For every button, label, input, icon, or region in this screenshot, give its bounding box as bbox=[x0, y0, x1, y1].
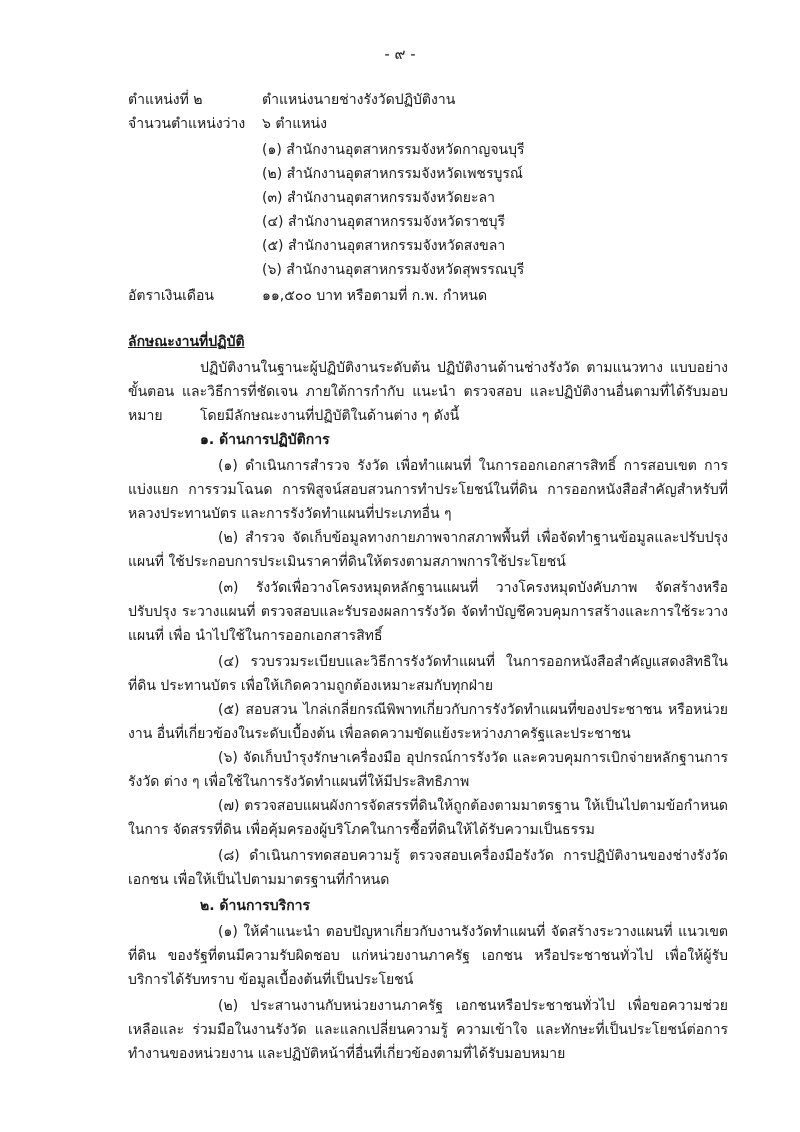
operations-item: (๖) จัดเก็บบำรุงรักษาเครื่องมือ อุปกรณ์การรังวัด และควบคุมการเบิกจ่ายหลักฐานการรังวัด ต่าง ๆ เพื่อใช้ในการรังวัดทำแผนที่ให้มีประสิทธิภาพ bbox=[128, 750, 728, 790]
operations-item: (๑) ดำเนินการสำรวจ รังวัด เพื่อทำแผนที่ ในการออกเอกสารสิทธิ์ การสอบเขต การแบ่งแยก การรวมโฉนด การพิสูจน์สอบสวนการทำประโยชน์ในที่ดิน การออกหนังสือสำคัญสำหรับที่หลวงประทานบัตร และการรังวัดทำแผนที่ประเภทอื่น ๆ bbox=[128, 458, 728, 522]
page-number: - ๙ - bbox=[384, 45, 416, 63]
salary-value: ๑๑,๕๐๐ บาท หรือตามที่ ก.พ. กำหนด bbox=[262, 288, 488, 304]
position-label: ตำแหน่งที่ ๒ bbox=[128, 92, 203, 108]
operations-item: (๓) รังวัดเพื่อวางโครงหมุดหลักฐานแผนที่ วางโครงหมุดบังคับภาพ จัดสร้างหรือปรับปรุง ระวางแผนที่ ตรวจสอบและรับรองผลการรังวัด จัดทำบัญชีควบคุมการสร้างและการใช้ระวางแผนที่ เพื่อ นำไปใช้ในการออกเอกสารสิทธิ์ bbox=[128, 580, 728, 644]
office-item: (๕) สำนักงานอุตสาหกรรมจังหวัดสงขลา bbox=[262, 238, 506, 254]
office-item: (๑) สำนักงานอุตสาหกรรมจังหวัดกาญจนบุรี bbox=[262, 142, 525, 158]
office-item: (๖) สำนักงานอุตสาหกรรมจังหวัดสุพรรณบุรี bbox=[262, 262, 525, 278]
vacancies-value: ๖ ตำแหน่ง bbox=[262, 116, 327, 132]
services-item: (๒) ประสานงานกับหน่วยงานภาครัฐ เอกชนหรือประชาชนทั่วไป เพื่อขอความช่วยเหลือและ ร่วมมือในงานรังวัด และแลกเปลี่ยนความรู้ ความเข้าใจ และทักษะที่เป็นประโยชน์ต่อการทำงานของหน่วยงาน และปฏิบัติหน้าที่อื่นที่เกี่ยวข้องตามที่ได้รับมอบหมาย bbox=[128, 998, 728, 1062]
operations-item: (๗) ตรวจสอบแผนผังการจัดสรรที่ดินให้ถูกต้องตามมาตรฐาน ให้เป็นไปตามข้อกำหนดในการ จัดสรรที่ดิน เพื่อคุ้มครองผู้บริโภคในการซื้อที่ดินให้ได้รับความเป็นธรรม bbox=[128, 798, 728, 838]
intro-paragraph-2: โดยมีลักษณะงานที่ปฏิบัติในด้านต่าง ๆ ดังนี้ bbox=[200, 408, 460, 424]
office-item: (๓) สำนักงานอุตสาหกรรมจังหวัดยะลา bbox=[262, 190, 495, 206]
intro-paragraph: ปฏิบัติงานในฐานะผู้ปฏิบัติงานระดับต้น ปฏิบัติงานด้านช่างรังวัด ตามแนวทาง แบบอย่าง ขั้นตอน และวิธีการที่ชัดเจน ภายใต้การกำกับ แนะนำ ตรวจสอบ และปฏิบัติงานอื่นตามที่ได้รับมอบหมาย bbox=[128, 360, 728, 424]
operations-item: (๔) รวบรวมระเบียบและวิธีการรังวัดทำแผนที่ ในการออกหนังสือสำคัญแสดงสิทธิในที่ดิน ประทานบัตร เพื่อให้เกิดความถูกต้องเหมาะสมกับทุกฝ่าย bbox=[128, 654, 728, 694]
section-heading: ลักษณะงานที่ปฏิบัติ bbox=[128, 334, 245, 350]
position-value: ตำแหน่งนายช่างรังวัดปฏิบัติงาน bbox=[262, 92, 456, 108]
services-title: ๒. ด้านการบริการ bbox=[200, 898, 311, 914]
salary-label: อัตราเงินเดือน bbox=[128, 288, 214, 304]
operations-title: ๑. ด้านการปฏิบัติการ bbox=[200, 432, 330, 448]
services-item: (๑) ให้คำแนะนำ ตอบปัญหาเกี่ยวกับงานรังวัดทำแผนที่ จัดสร้างระวางแผนที่ แนวเขตที่ดิน ของรัฐที่ตนมีความรับผิดชอบ แก่หน่วยงานภาครัฐ เอกชน หรือประชาชนทั่วไป เพื่อให้ผู้รับบริการได้รับทราบ ข้อมูลเบื้องต้นที่เป็นประโยชน์ bbox=[128, 924, 728, 988]
office-item: (๒) สำนักงานอุตสาหกรรมจังหวัดเพชรบูรณ์ bbox=[262, 166, 523, 182]
operations-item: (๕) สอบสวน ไกล่เกลี่ยกรณีพิพาทเกี่ยวกับการรังวัดทำแผนที่ของประชาชน หรือหน่วยงาน อื่นที่เกี่ยวข้องในระดับเบื้องต้น เพื่อลดความขัดแย้งระหว่างภาครัฐและประชาชน bbox=[128, 702, 728, 742]
operations-item: (๒) สำรวจ จัดเก็บข้อมูลทางกายภาพจากสภาพพื้นที่ เพื่อจัดทำฐานข้อมูลและปรับปรุงแผนที่ ใช้ประกอบการประเมินราคาที่ดินให้ตรงตามสภาพการใช้ประโยชน์ bbox=[128, 530, 728, 570]
operations-item: (๘) ดำเนินการทดสอบความรู้ ตรวจสอบเครื่องมือรังวัด การปฏิบัติงานของช่างรังวัดเอกชน เพื่อให้เป็นไปตามมาตรฐานที่กำหนด bbox=[128, 848, 728, 888]
vacancies-label: จำนวนตำแหน่งว่าง bbox=[128, 116, 246, 132]
office-item: (๔) สำนักงานอุตสาหกรรมจังหวัดราชบุรี bbox=[262, 214, 506, 230]
